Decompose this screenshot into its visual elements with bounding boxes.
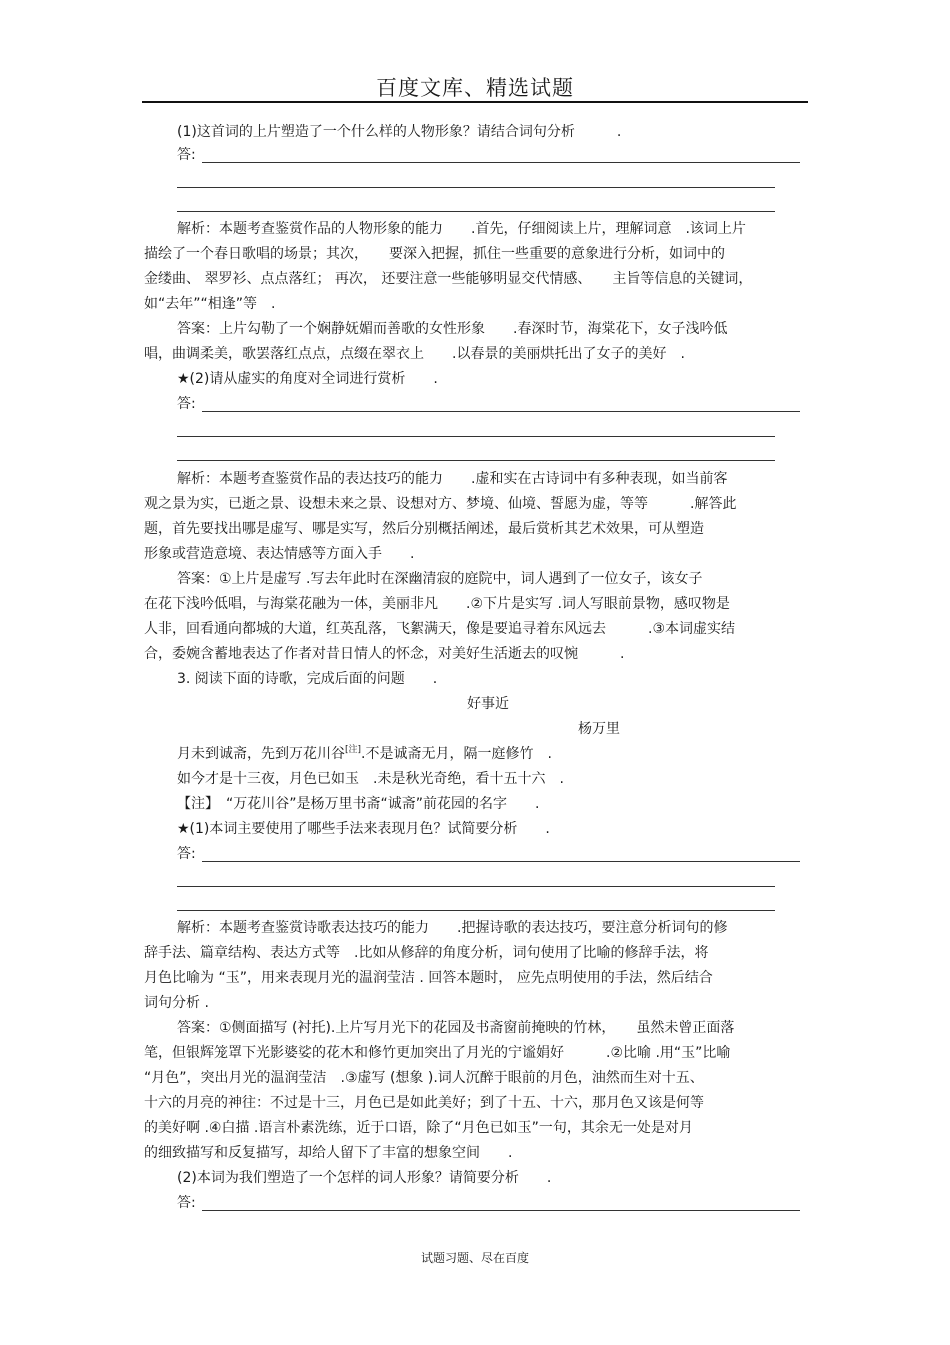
analysis-line: 解析：本题考查鉴赏作品的表达技巧的能力 .虚和实在古诗词中有多种表现，如当前客 [177, 471, 728, 487]
poem-line-1 [177, 745, 552, 765]
answer-line[interactable] [177, 436, 775, 437]
poem-note: 【注】 “万花川谷”是杨万里书斋“诚斋”前花园的名字 . [177, 796, 540, 812]
page-footer: 试题习题、尽在百度 [420, 1251, 529, 1265]
answer-text-line: 答案：①侧面描写 (衬托).上片写月光下的花园及书斋窗前掩映的竹林， 虽然未曾正面落 [177, 1020, 735, 1036]
answer-line[interactable] [202, 861, 800, 862]
answer-line[interactable] [177, 460, 775, 461]
analysis-line: 题，首先要找出哪是虚写、哪是实写，然后分别概括阐述，最后赏析其艺术效果，可从塑造 [144, 521, 704, 537]
analysis-line: 解析：本题考查鉴赏诗歌表达技巧的能力 .把握诗歌的表达技巧，要注意分析词句的修 [177, 920, 728, 936]
question-1-1: (1)这首词的上片塑造了一个什么样的人物形象？请结合词句分析 . [177, 124, 622, 140]
poem-title: 好事近 [467, 696, 509, 712]
analysis-line: 描绘了一个春日歌唱的场景；其次， 要深入把握，抓住一些重要的意象进行分析，如词中的 [144, 246, 725, 262]
header-divider [142, 101, 808, 103]
poem-line-1-part-a: 月未到诚斋，先到万花川谷 [177, 746, 345, 762]
poem-line-1-part-b: .不是诚斋无月，隔一庭修竹 . [361, 746, 552, 762]
page-title: 百度文库、精选试题 [376, 76, 574, 100]
answer-text-line: 答案：①上片是虚写 .写去年此时在深幽清寂的庭院中，词人遇到了一位女子，该女子 [177, 571, 703, 587]
analysis-line: 词句分析 . [144, 995, 209, 1011]
answer-text-line: 唱，曲调柔美，歌罢落红点点，点缀在翠衣上 .以春景的美丽烘托出了女子的美好 . [144, 346, 685, 362]
answer-line[interactable] [202, 1210, 800, 1211]
analysis-line: 观之景为实，已逝之景、设想未来之景、设想对方、梦境、仙境、誓愿为虚，等等 .解答此 [144, 496, 737, 512]
answer-label: 答: [177, 396, 196, 412]
answer-line[interactable] [177, 886, 775, 887]
answer-line[interactable] [177, 187, 775, 188]
question-3-intro: 3. 阅读下面的诗歌，完成后面的问题 . [177, 671, 438, 687]
answer-text-line: 在花下浅吟低唱，与海棠花融为一体，美丽非凡 .②下片是实写 .词人写眼前景物，感叹物是 [144, 596, 730, 612]
answer-text-line: 十六的月亮的神往：不过是十三，月色已是如此美好；到了十五、十六，那月色又该是何等 [144, 1095, 704, 1111]
answer-text-line: 人非，回看通向都城的大道，红英乱落，飞絮满天，像是要追寻着东风远去 .③本词虚实结 [144, 621, 735, 637]
answer-line[interactable] [202, 162, 800, 163]
poem-author: 杨万里 [578, 721, 620, 737]
analysis-line: 辞手法、篇章结构、表达方式等 .比如从修辞的角度分析，词句使用了比喻的修辞手法，将 [144, 945, 709, 961]
footnote-marker: [注] [345, 745, 362, 755]
answer-text-line: 笔，但银辉笼罩下光影婆娑的花木和修竹更加突出了月光的宁谧娟好 .②比喻 .用“玉”比喻 [144, 1045, 731, 1061]
answer-line[interactable] [177, 910, 775, 911]
answer-text-line: 合，委婉含蓄地表达了作者对昔日情人的怀念，对美好生活逝去的叹惋 . [144, 646, 625, 662]
answer-line[interactable] [202, 411, 800, 412]
answer-text-line: 答案：上片勾勒了一个娴静妩媚而善歌的女性形象 .春深时节，海棠花下，女子浅吟低 [177, 321, 728, 337]
answer-text-line: 的美好啊 .④白描 .语言朴素洗练，近于口语，除了“月色已如玉”一句，其余无一处是对月 [144, 1120, 693, 1136]
question-1-2: ★(2)请从虚实的角度对全词进行赏析 . [177, 371, 438, 387]
question-3-2: (2)本词为我们塑造了一个怎样的词人形象？请简要分析 . [177, 1170, 552, 1186]
answer-text-line: “月色”，突出月光的温润莹洁 .③虚写 (想象 ).词人沉醉于眼前的月色，油然而生对十五、 [144, 1070, 704, 1086]
answer-label: 答: [177, 1195, 196, 1211]
answer-label: 答: [177, 147, 196, 163]
analysis-line: 如“去年”“相逢”等 . [144, 296, 276, 312]
poem-line-2: 如今才是十三夜，月色已如玉 .未是秋光奇绝，看十五十六 . [177, 771, 564, 787]
question-3-1: ★(1)本词主要使用了哪些手法来表现月色？试简要分析 . [177, 821, 550, 837]
analysis-line: 解析：本题考查鉴赏作品的人物形象的能力 .首先，仔细阅读上片，理解词意 .该词上片 [177, 221, 746, 237]
answer-text-line: 的细致描写和反复描写，却给人留下了丰富的想象空间 . [144, 1145, 513, 1161]
analysis-line: 形象或营造意境、表达情感等方面入手 . [144, 546, 415, 562]
analysis-line: 月色比喻为 “玉”，用来表现月光的温润莹洁 . 回答本题时， 应先点明使用的手法，然后结合 [144, 970, 713, 986]
answer-label: 答: [177, 846, 196, 862]
answer-line[interactable] [177, 211, 775, 212]
analysis-line: 金缕曲、 翠罗衫、点点落红； 再次， 还要注意一些能够明显交代情感、 主旨等信息的关键词， [144, 271, 753, 287]
